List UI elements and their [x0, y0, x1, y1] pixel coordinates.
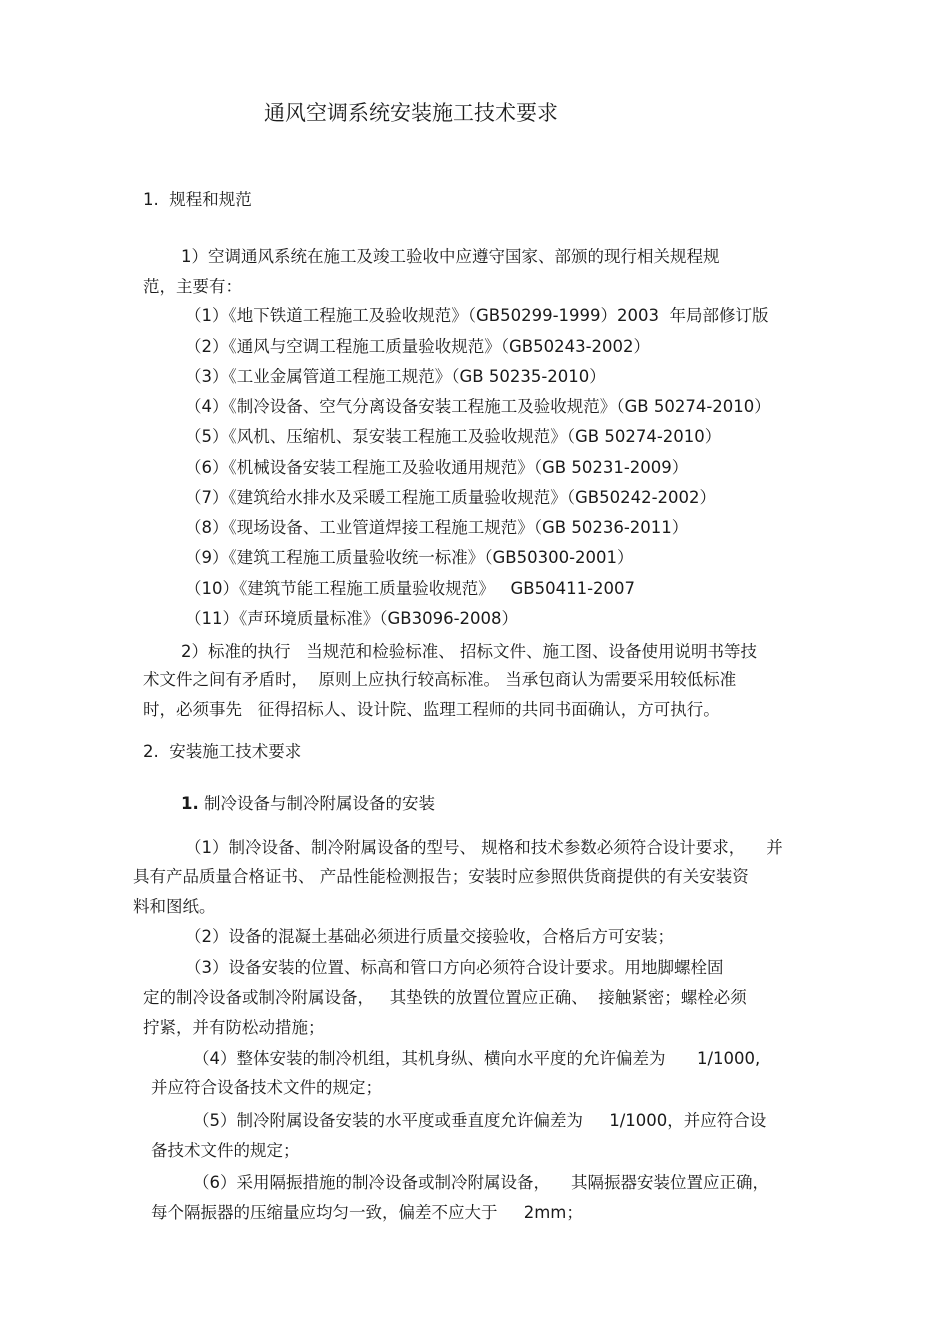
subsection-1-number: 1. [181, 794, 199, 813]
subsection-1-heading [181, 794, 435, 814]
item-4-line-2: 并应符合设备技术文件的规定； [151, 1078, 382, 1097]
item-5-line-2: 备技术文件的规定； [151, 1141, 300, 1160]
standard-item: （5）《风机、压缩机、泵安装工程施工及验收规范》（GB 50274-2010） [185, 427, 722, 446]
standard-item: （4）《制冷设备、空气分离设备安装工程施工及验收规范》（GB 50274-2010） [185, 397, 771, 416]
item-1-line-3: 料和图纸。 [133, 897, 216, 916]
standard-item: （6）《机械设备安装工程施工及验收通用规范》（GB 50231-2009） [185, 458, 689, 477]
item-6-line-2: 每个隔振器的压缩量应均匀一致，偏差不应大于 2mm； [151, 1203, 583, 1222]
paragraph-1-line-2: 范，主要有： [143, 277, 242, 296]
paragraph-2-line-1: 2）标准的执行 当规范和检验标准、 招标文件、施工图、设备使用说明书等技 [181, 642, 757, 661]
standard-item: （10）《建筑节能工程施工质量验收规范》 GB50411-2007 [185, 579, 636, 598]
section-1-heading: 1. 规程和规范 [143, 190, 252, 209]
paragraph-2-line-3: 时，必须事先 征得招标人、设计院、监理工程师的共同书面确认，方可执行。 [143, 700, 720, 719]
item-1-line-1: （1）制冷设备、制冷附属设备的型号、 规格和技术参数必须符合设计要求， 并 [185, 838, 783, 857]
item-2: （2）设备的混凝土基础必须进行质量交接验收，合格后方可安装； [185, 927, 674, 946]
standard-item: （11）《声环境质量标准》（GB3096-2008） [185, 609, 519, 628]
subsection-1-title: 制冷设备与制冷附属设备的安装 [198, 794, 435, 813]
item-4-line-1: （4）整体安装的制冷机组，其机身纵、横向水平度的允许偏差为 1/1000, [193, 1049, 761, 1068]
paragraph-1-line-1: 1）空调通风系统在施工及竣工验收中应遵守国家、部颁的现行相关规程规 [181, 247, 720, 266]
document-title: 通风空调系统安装施工技术要求 [264, 101, 558, 125]
item-3-line-3: 拧紧，并有防松动措施； [143, 1018, 325, 1037]
item-3-line-1: （3）设备安装的位置、标高和管口方向必须符合设计要求。用地脚螺栓固 [185, 958, 724, 977]
item-6-line-1: （6）采用隔振措施的制冷设备或制冷附属设备， 其隔振器安装位置应正确， [193, 1173, 769, 1192]
item-1-line-2: 具有产品质量合格证书、 产品性能检测报告；安装时应参照供货商提供的有关安装资 [133, 867, 749, 886]
standard-item: （8）《现场设备、工业管道焊接工程施工规范》（GB 50236-2011） [185, 518, 689, 537]
standard-item: （1）《地下铁道工程施工及验收规范》（GB50299-1999）2003 年局部修订版 [185, 306, 769, 325]
standard-item: （3）《工业金属管道工程施工规范》（GB 50235-2010） [185, 367, 606, 386]
paragraph-2-line-2: 术文件之间有矛盾时， 原则上应执行较高标准。 当承包商认为需要采用较低标准 [143, 670, 737, 689]
section-2-heading: 2. 安装施工技术要求 [143, 742, 302, 761]
standard-item: （2）《通风与空调工程施工质量验收规范》（GB50243-2002） [185, 337, 651, 356]
item-5-line-1: （5）制冷附属设备安装的水平度或垂直度允许偏差为 1/1000，并应符合设 [193, 1111, 767, 1130]
item-3-line-2: 定的制冷设备或制冷附属设备， 其垫铁的放置位置应正确、 接触紧密；螺栓必须 [143, 988, 747, 1007]
standard-item: （9）《建筑工程施工质量验收统一标准》（GB50300-2001） [185, 548, 634, 567]
standard-item: （7）《建筑给水排水及采暖工程施工质量验收规范》（GB50242-2002） [185, 488, 717, 507]
